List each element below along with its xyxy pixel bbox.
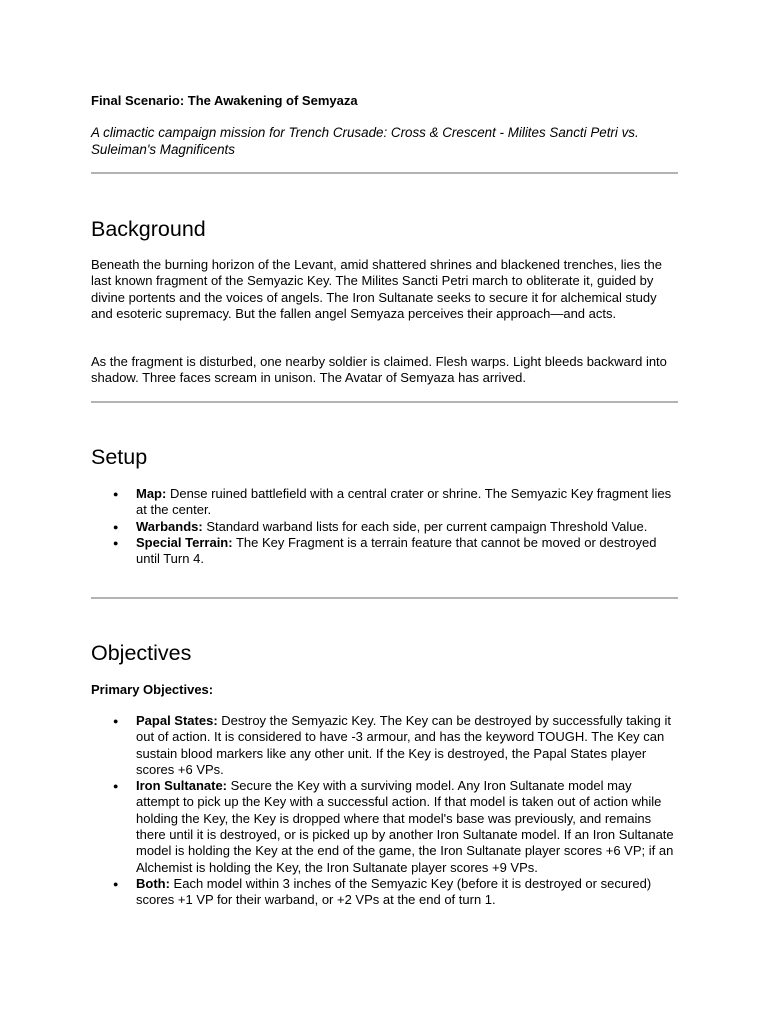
divider <box>91 172 678 174</box>
item-label: Both: <box>136 875 170 891</box>
divider <box>91 401 678 403</box>
setup-heading: Setup <box>91 445 148 469</box>
list-item <box>91 519 678 535</box>
list-item <box>91 778 678 876</box>
objectives-heading: Objectives <box>91 641 192 665</box>
item-text: The Key Fragment is a terrain feature that cannot be moved or destroyed until Turn 4. <box>136 534 657 567</box>
item-label: Papal States: <box>136 713 218 728</box>
primary-objectives-label: Primary Objectives: <box>91 682 214 697</box>
document-subtitle: A climactic campaign mission for Trench Crusade: Cross & Crescent - Milites Sancti Petri vs. Suleiman's Magnificents <box>91 125 639 157</box>
item-label: Special Terrain: <box>136 534 233 550</box>
item-text: Secure the Key with a surviving model. Any Iron Sultanate model may attempt to pick up the Key with a successful action. If that model is taken out of action while holding the Key, the Key is dropped where that model's base was previously, and remains there until it is destroyed, or is picked up by another Iron Sultanate model. If an Iron Sultanate model is holding the Key at the end of the game, the Iron Sultanate player scores +6 VP; if an Alchemist is holding the Key, the Iron Sultanate player scores +9 VPs. <box>136 778 674 875</box>
item-label: Warbands: <box>136 518 203 534</box>
document-title: Final Scenario: The Awakening of Semyaza <box>91 93 358 108</box>
divider <box>91 597 678 599</box>
background-paragraph-1: Beneath the burning horizon of the Levant, amid shattered shrines and blackened trenches, lies the last known fragment of the Semyazic Key. The Milites Sancti Petri march to obliterate it, guided by divine portents and the voices of angels. The Iron Sultanate seeks to secure it for alchemical study and esoteric supremacy. But the fallen angel Semyaza perceives their approach—and acts. <box>91 257 662 321</box>
setup-list <box>91 486 678 567</box>
item-text: Standard warband lists for each side, per current campaign Threshold Value. <box>202 518 648 534</box>
list-item <box>91 535 678 568</box>
list-item <box>91 486 678 519</box>
item-text: Destroy the Semyazic Key. The Key can be destroyed by successfully taking it out of action. It is considered to have -3 armour, and has the keyword TOUGH. The Key can sustain blood markers like any other unit. If the Key is destroyed, the Papal States player scores +6 VPs. <box>136 713 671 777</box>
item-label: Map: <box>136 486 167 501</box>
item-text: Dense ruined battlefield with a central crater or shrine. The Semyazic Key fragment lies at the center. <box>136 486 672 518</box>
background-paragraph-2: As the fragment is disturbed, one nearby soldier is claimed. Flesh warps. Light bleeds backward into shadow. Three faces scream in unison. The Avatar of Semyaza has arrived. <box>91 354 667 386</box>
list-item <box>91 713 678 778</box>
objectives-list <box>91 713 678 909</box>
list-item <box>91 876 678 909</box>
background-heading: Background <box>91 217 206 241</box>
item-label: Iron Sultanate: <box>136 778 228 794</box>
item-text: Each model within 3 inches of the Semyazic Key (before it is destroyed or secured) scores +1 VP for their warband, or +2 VPs at the end of turn 1. <box>136 875 652 908</box>
